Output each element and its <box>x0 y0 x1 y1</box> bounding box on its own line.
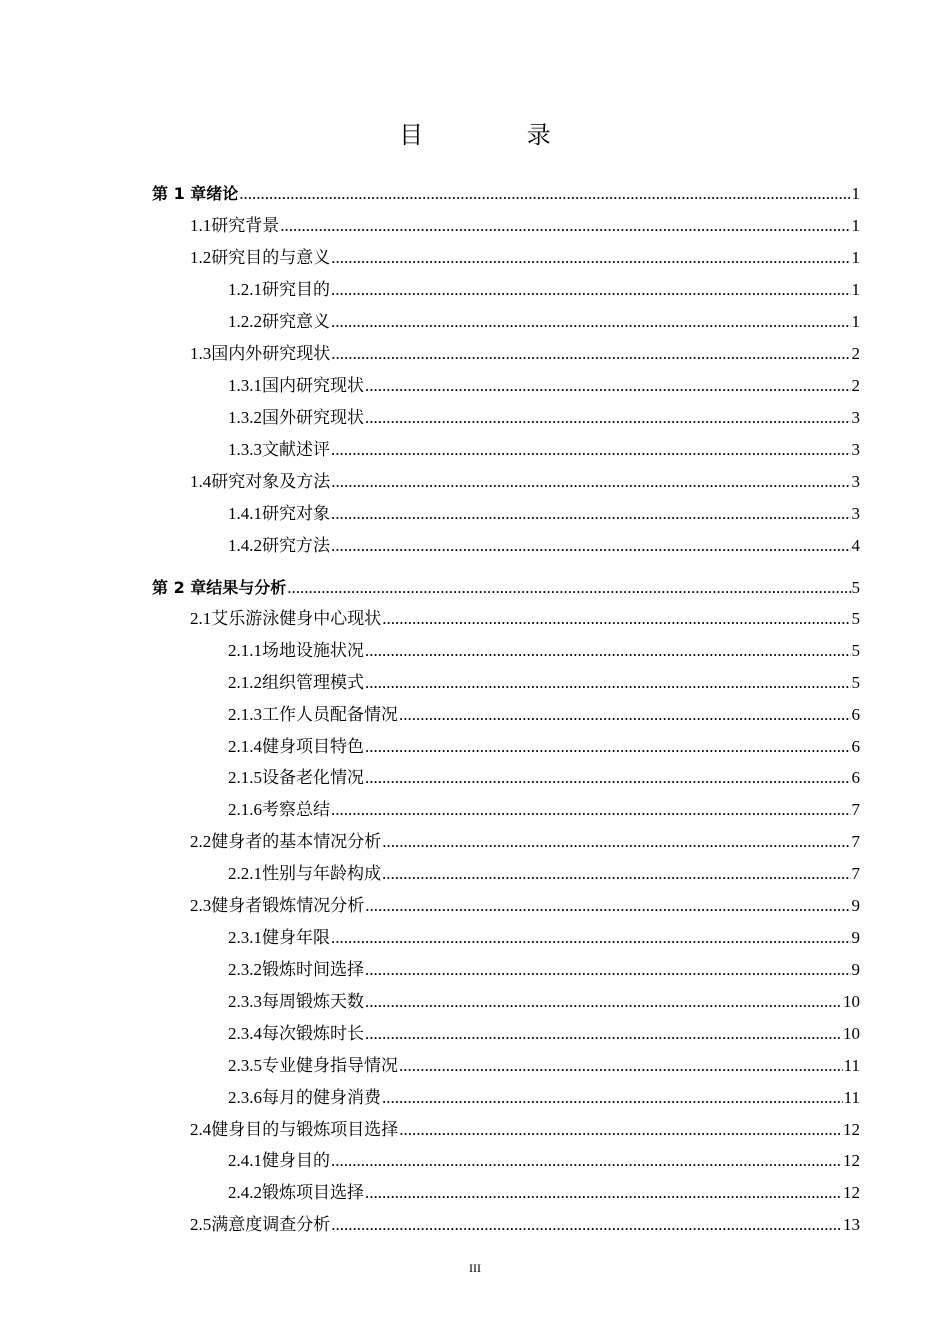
toc-entry-label: 健身者的基本情况分析 <box>211 832 382 851</box>
toc-entry-number: 2.1.2 <box>228 673 262 692</box>
toc-leader-dots <box>365 407 851 429</box>
toc-entry[interactable] <box>228 1182 860 1204</box>
toc-entry[interactable] <box>228 927 860 949</box>
toc-entry-page: 12 <box>843 1120 860 1139</box>
toc-entry-label: 健身项目特色 <box>262 737 364 756</box>
toc-entry-number: 1.4 <box>190 472 212 491</box>
toc-entry[interactable] <box>152 183 860 205</box>
toc-leader-dots <box>382 863 851 885</box>
toc-entry-number: 第 1 章 <box>152 184 207 203</box>
toc-entry-label: 健身目的 <box>262 1151 330 1170</box>
toc-entry[interactable] <box>228 1023 860 1045</box>
toc-entry-number: 1.2.1 <box>228 280 262 299</box>
toc-entry[interactable] <box>228 1150 860 1172</box>
toc-entry-page: 3 <box>851 440 860 459</box>
toc-entry-page: 3 <box>851 408 860 427</box>
toc-entry[interactable] <box>228 799 860 821</box>
toc-entry-page: 11 <box>843 1088 860 1107</box>
toc-entry-label: 锻炼时间选择 <box>262 960 364 979</box>
toc-leader-dots <box>382 608 850 630</box>
toc-entry[interactable] <box>228 863 860 885</box>
toc-leader-dots <box>331 247 850 269</box>
toc-entry-number: 2.2.1 <box>228 864 262 883</box>
toc-entry[interactable] <box>228 959 860 981</box>
toc-leader-dots <box>365 375 851 397</box>
toc-entry[interactable] <box>190 608 860 630</box>
toc-entry[interactable] <box>228 704 860 726</box>
toc-entry[interactable] <box>190 1214 860 1236</box>
toc-leader-dots <box>331 343 850 365</box>
toc-entry-number: 2.1.1 <box>228 641 262 660</box>
toc-entry[interactable] <box>228 535 860 557</box>
toc-entry-number: 2.3.6 <box>228 1088 262 1107</box>
toc-entry-number: 2.3.5 <box>228 1056 262 1075</box>
toc-leader-dots <box>280 215 850 237</box>
toc-entry[interactable] <box>228 736 860 758</box>
toc-entry-number: 1.4.1 <box>228 504 262 523</box>
toc-entry-label: 组织管理模式 <box>262 673 364 692</box>
toc-entry-label: 场地设施状况 <box>262 641 364 660</box>
toc-entry-page: 9 <box>851 896 860 915</box>
toc-entry-label: 每周锻炼天数 <box>262 992 364 1011</box>
toc-entry[interactable] <box>190 831 860 853</box>
toc-leader-dots <box>331 471 850 493</box>
toc-entry-number: 1.2 <box>190 248 212 267</box>
toc-entry-number: 2.1.5 <box>228 768 262 787</box>
toc-entry-label: 研究目的 <box>262 280 330 299</box>
toc-entry-number: 1.3 <box>190 344 212 363</box>
page-number: III <box>469 1261 481 1275</box>
toc-entry-number: 2.3.1 <box>228 928 262 947</box>
toc-leader-dots <box>331 439 851 461</box>
toc-entry-number: 2.3.4 <box>228 1024 262 1043</box>
toc-entry[interactable] <box>228 375 860 397</box>
toc-entry-page: 1 <box>851 280 860 299</box>
toc-leader-dots <box>382 831 850 853</box>
toc-entry-page: 12 <box>843 1151 860 1170</box>
toc-entry[interactable] <box>228 503 860 525</box>
toc-entry-page: 1 <box>851 184 860 203</box>
toc-leader-dots <box>331 503 851 525</box>
toc-entry-label: 锻炼项目选择 <box>262 1183 364 1202</box>
toc-entry-number: 2.3.3 <box>228 992 262 1011</box>
toc-entry-label: 性别与年龄构成 <box>262 864 381 883</box>
toc-entry-number: 2.1.6 <box>228 800 262 819</box>
toc-entry-label: 国外研究现状 <box>262 408 364 427</box>
toc-entry[interactable] <box>228 640 860 662</box>
toc-entry-label: 健身年限 <box>262 928 330 947</box>
toc-entry-number: 第 2 章 <box>152 578 207 597</box>
toc-entry-number: 1.3.3 <box>228 440 262 459</box>
toc-entry-number: 2.4.1 <box>228 1151 262 1170</box>
toc-entry[interactable] <box>190 1119 860 1141</box>
toc-entry-page: 6 <box>851 705 860 724</box>
toc-entry[interactable] <box>190 895 860 917</box>
toc-entry[interactable] <box>190 247 860 269</box>
toc-entry-page: 1 <box>851 216 860 235</box>
toc-entry-label: 结果与分析 <box>206 578 287 597</box>
toc-leader-dots <box>331 1150 842 1172</box>
toc-leader-dots <box>399 1055 843 1077</box>
toc-entry-page: 3 <box>851 472 860 491</box>
toc-leader-dots <box>331 1214 842 1236</box>
toc-entry-label: 工作人员配备情况 <box>262 705 398 724</box>
toc-entry[interactable] <box>228 407 860 429</box>
toc-entry[interactable] <box>228 279 860 301</box>
toc-entry-number: 2.1.4 <box>228 737 262 756</box>
toc-entry-label: 研究对象 <box>262 504 330 523</box>
toc-entry-label: 研究对象及方法 <box>211 472 331 491</box>
toc-entry-page: 13 <box>843 1215 860 1234</box>
toc-entry-page: 11 <box>843 1056 860 1075</box>
toc-entry-page: 6 <box>851 737 860 756</box>
toc-entry-label: 健身者锻炼情况分析 <box>211 896 365 915</box>
toc-entry-page: 1 <box>851 248 860 267</box>
toc-entry-label: 设备老化情况 <box>262 768 364 787</box>
toc-leader-dots <box>331 927 851 949</box>
toc-entry-number: 1.1 <box>190 216 212 235</box>
toc-entry-page: 3 <box>851 504 860 523</box>
toc-entry-label: 考察总结 <box>262 800 330 819</box>
toc-leader-dots <box>365 736 851 758</box>
toc-entry-page: 9 <box>851 960 860 979</box>
toc-entry[interactable] <box>228 439 860 461</box>
toc-entry-page: 7 <box>851 832 860 851</box>
toc-entry-page: 10 <box>843 1024 860 1043</box>
toc-leader-dots <box>331 311 851 333</box>
toc-entry-label: 研究背景 <box>211 216 280 235</box>
toc-entry-label: 研究目的与意义 <box>211 248 331 267</box>
toc-entry-number: 2.1.3 <box>228 705 262 724</box>
toc-entry-label: 专业健身指导情况 <box>262 1056 398 1075</box>
toc-leader-dots <box>287 577 850 599</box>
toc-entry-number: 1.3.2 <box>228 408 262 427</box>
toc-entry-label: 每月的健身消费 <box>262 1088 381 1107</box>
toc-leader-dots <box>365 991 842 1013</box>
toc-leader-dots <box>365 895 850 917</box>
toc-entry-page: 12 <box>843 1183 860 1202</box>
toc-entry-number: 1.3.1 <box>228 376 262 395</box>
toc-leader-dots <box>399 1119 842 1141</box>
toc-entry[interactable] <box>228 991 860 1013</box>
toc-entry-page: 7 <box>851 864 860 883</box>
toc-entry[interactable] <box>228 1055 860 1077</box>
toc-entry-number: 2.2 <box>190 832 212 851</box>
toc-entry-label: 研究方法 <box>262 536 330 555</box>
toc-entry-number: 2.3.2 <box>228 960 262 979</box>
toc-entry-page: 5 <box>851 641 860 660</box>
toc-entry-label: 每次锻炼时长 <box>262 1024 364 1043</box>
toc-entry-page: 5 <box>851 609 860 628</box>
toc-entry-page: 1 <box>851 312 860 331</box>
toc-entry-label: 艾乐游泳健身中心现状 <box>211 609 382 628</box>
toc-title: 目 录 <box>399 121 599 149</box>
toc-entry-page: 5 <box>851 578 860 597</box>
toc-entry-label: 满意度调查分析 <box>211 1215 331 1234</box>
toc-entry-number: 1.2.2 <box>228 312 262 331</box>
toc-entry-page: 2 <box>851 344 860 363</box>
toc-entry-label: 文献述评 <box>262 440 330 459</box>
toc-leader-dots <box>399 704 851 726</box>
toc-entry-page: 5 <box>851 673 860 692</box>
toc-entry[interactable] <box>190 215 860 237</box>
toc-leader-dots <box>365 640 851 662</box>
toc-entry-number: 2.4 <box>190 1120 212 1139</box>
toc-entry-label: 研究意义 <box>262 312 330 331</box>
toc-leader-dots <box>331 535 851 557</box>
toc-leader-dots <box>365 1182 842 1204</box>
toc-leader-dots <box>382 1087 843 1109</box>
toc-entry-page: 2 <box>851 376 860 395</box>
toc-entry[interactable] <box>190 471 860 493</box>
toc-leader-dots <box>239 183 850 205</box>
toc-entry[interactable] <box>190 343 860 365</box>
toc-entry-label: 健身目的与锻炼项目选择 <box>211 1120 399 1139</box>
toc-entry[interactable] <box>152 577 860 599</box>
toc-entry-page: 6 <box>851 768 860 787</box>
toc-entry-label: 国内外研究现状 <box>211 344 331 363</box>
toc-entry-page: 9 <box>851 928 860 947</box>
toc-entry-page: 10 <box>843 992 860 1011</box>
toc-leader-dots <box>365 767 851 789</box>
toc-leader-dots <box>365 1023 842 1045</box>
toc-entry[interactable] <box>228 672 860 694</box>
toc-entry[interactable] <box>228 311 860 333</box>
toc-entry-number: 2.1 <box>190 609 212 628</box>
toc-entry-number: 1.4.2 <box>228 536 262 555</box>
toc-entry-page: 4 <box>851 536 860 555</box>
toc-leader-dots <box>365 959 851 981</box>
toc-entry-label: 国内研究现状 <box>262 376 364 395</box>
toc-entry-number: 2.4.2 <box>228 1183 262 1202</box>
toc-entry-number: 2.5 <box>190 1215 212 1234</box>
toc-leader-dots <box>331 799 851 821</box>
toc-leader-dots <box>365 672 851 694</box>
toc-entry-label: 绪论 <box>206 184 239 203</box>
toc-leader-dots <box>331 279 851 301</box>
toc-entry[interactable] <box>228 767 860 789</box>
toc-entry-number: 2.3 <box>190 896 212 915</box>
toc-entry[interactable] <box>228 1087 860 1109</box>
toc-entry-page: 7 <box>851 800 860 819</box>
